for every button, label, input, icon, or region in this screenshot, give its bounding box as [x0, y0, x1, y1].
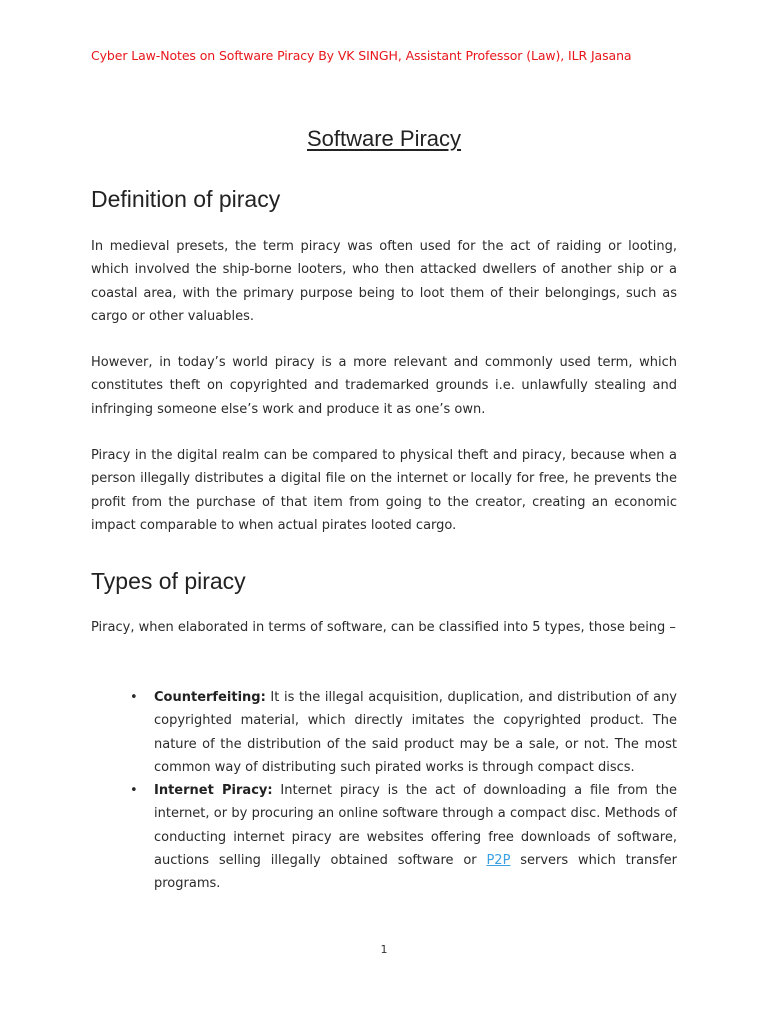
p2p-link[interactable]: P2P — [486, 853, 511, 869]
paragraph-definition-2: However, in today’s world piracy is a more relevant and commonly used term, which constitutes theft on copyrighted and trademarked grounds i.e. unlawfully stealing and infringing someone else’s work and produce it as one’s own. — [91, 355, 677, 417]
paragraph-definition-3: Piracy in the digital realm can be compared to physical theft and piracy, because when a person illegally distributes a digital file on the internet or locally for free, he prevents the profit from the purchase of that item from going to the creator, creating an economic impact comparable to when actual pirates looted cargo. — [91, 448, 677, 533]
heading-definition: Definition of piracy — [91, 186, 281, 212]
list-item-counterfeiting — [130, 686, 677, 779]
paragraph-definition-1: In medieval presets, the term piracy was often used for the act of raiding or looting, which involved the ship-borne looters, who then attacked dwellers of another ship or a coastal area, with the primary purpose being to loot them of their belongings, such as cargo or other valuables. — [91, 239, 677, 324]
types-list — [130, 686, 677, 896]
paragraph-types-intro: Piracy, when elaborated in terms of software, can be classified into 5 types, those being – — [91, 620, 676, 635]
heading-types: Types of piracy — [91, 568, 246, 594]
document-title — [0, 126, 768, 152]
list-item-text-end: servers which transfer programs. — [154, 853, 677, 892]
list-item-text: Internet piracy is the act of downloading a file from the internet, or by procuring an online software through a compact disc. Methods of conducting internet piracy are websites offering free downloads of software, auctions selling illegally obtained software or — [154, 783, 677, 869]
list-item-term: Internet Piracy: — [154, 783, 273, 799]
list-item-text: It is the illegal acquisition, duplication, and distribution of any copyrighted material, which directly imitates the copyrighted product. The nature of the distribution of the said product may be a sale, or not. The most common way of distributing such pirated works is through compact discs. — [154, 690, 677, 775]
bullet-marker: • — [130, 690, 138, 705]
bullet-marker: • — [130, 783, 138, 799]
list-item-term: Counterfeiting: — [154, 690, 266, 705]
document-title-text: Software Piracy — [306, 126, 462, 151]
list-item-internet-piracy — [130, 779, 677, 895]
running-header: Cyber Law-Notes on Software Piracy By VK SINGH, Assistant Professor (Law), ILR Jasana — [91, 48, 632, 63]
page-number: 1 — [380, 943, 388, 956]
